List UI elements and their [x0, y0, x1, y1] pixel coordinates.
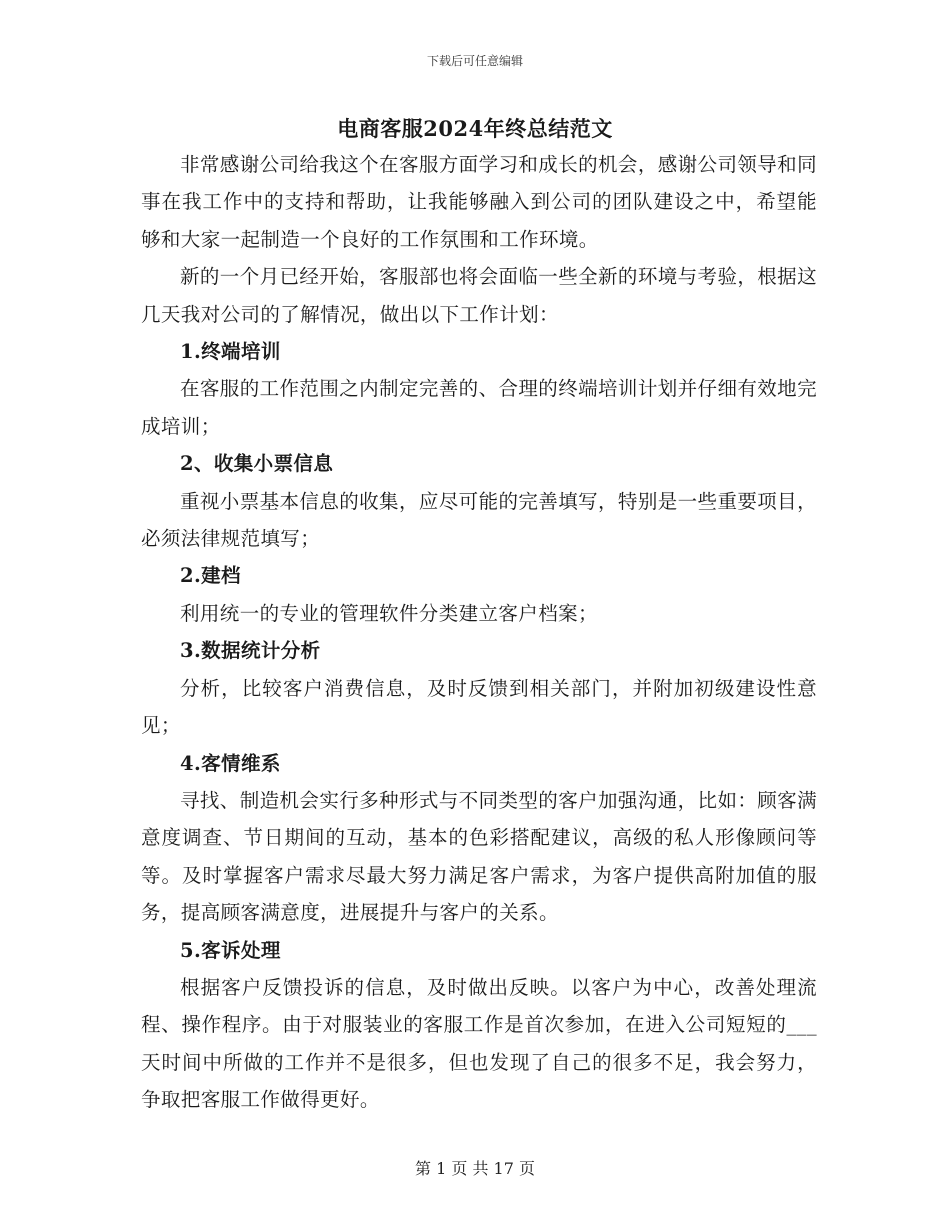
section-heading: 1.终端培训: [180, 340, 281, 364]
section-heading: 4.客情维系: [180, 751, 281, 775]
section-heading: 2.建档: [180, 564, 241, 588]
paragraph: 新的一个月已经开始，客服部也将会面临一些全新的环境与考验，根据这几天我对公司的了解情况，做出以下工作计划：: [141, 265, 817, 326]
section-heading: 5.客诉处理: [180, 938, 281, 962]
document-title: 电商客服2024年终总结范文: [337, 116, 613, 141]
paragraph: 重视小票基本信息的收集，应尽可能的完善填写，特别是一些重要项目，必须法律规范填写；: [141, 489, 817, 551]
section-heading: 2、收集小票信息: [180, 452, 334, 476]
paragraph: 根据客户反馈投诉的信息，及时做出反映。以客户为中心，改善处理流程、操作程序。由于对服装业的客服工作是首次参加，在进入公司短短的___天时间中所做的工作并不是很多，但也发现了自己的很多不足，我会努力，争取把客服工作做得更好。: [141, 975, 817, 1112]
paragraph: 在客服的工作范围之内制定完善的、合理的终端培训计划并仔细有效地完成培训；: [141, 377, 817, 438]
paragraph: 分析，比较客户消费信息，及时反馈到相关部门，并附加初级建设性意见；: [141, 676, 817, 738]
paragraph: 非常感谢公司给我这个在客服方面学习和成长的机会，感谢公司领导和同事在我工作中的支持和帮助，让我能够融入到公司的团队建设之中，希望能够和大家一起制造一个良好的工作氛围和工作环境。: [141, 153, 817, 251]
paragraph: 寻找、制造机会实行多种形式与不同类型的客户加强沟通，比如：顾客满意度调查、节日期间的互动，基本的色彩搭配建议，高级的私人形像顾问等等。及时掌握客户需求尽最大努力满足客户需求，为客户提供高附加值的服务，提高顾客满意度，进展提升与客户的关系。: [141, 788, 817, 925]
paragraph: 利用统一的专业的管理软件分类建立客户档案；: [180, 601, 598, 625]
page-footer: 第 1 页 共 17 页: [415, 1159, 535, 1178]
header-note: 下载后可任意编辑: [426, 54, 523, 68]
section-heading: 3.数据统计分析: [180, 639, 321, 663]
document-body: [141, 146, 817, 1119]
